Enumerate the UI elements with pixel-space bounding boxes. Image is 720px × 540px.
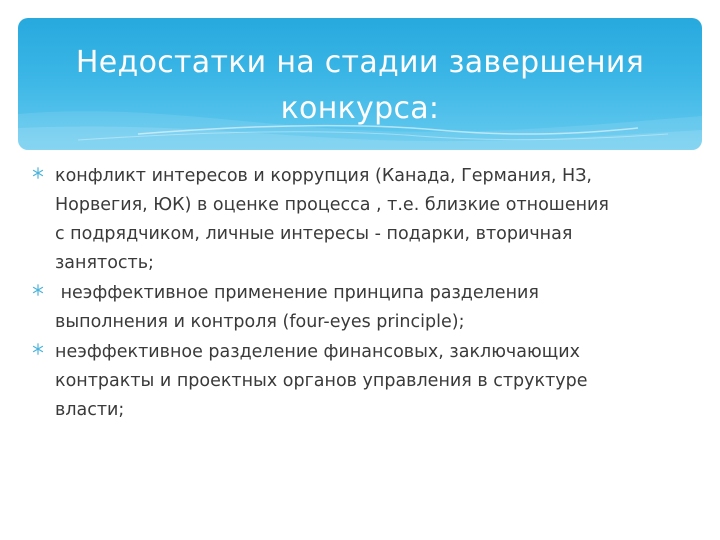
snowflake-asterisk-icon [32, 284, 44, 296]
snowflake-asterisk-icon [32, 343, 44, 355]
bullet-item-four-eyes-principle [32, 279, 692, 337]
bullet-line: занятость; [55, 253, 154, 273]
bullet-list [32, 162, 692, 426]
slide-title-line-2: конкурса: [280, 91, 440, 126]
bullet-line: неэффективное применение принципа разделения [55, 283, 539, 303]
bullet-line: выполнения и контроля (four-eyes principle); [55, 312, 465, 332]
bullet-item-conflict-of-interest [32, 162, 692, 278]
bullet-line: неэффективное разделение финансовых, заключающих [55, 342, 580, 362]
bullet-line: контракты и проектных органов управления в структуре [55, 371, 588, 391]
bullet-line: с подрядчиком, личные интересы - подарки, вторичная [55, 224, 573, 244]
bullet-line: конфликт интересов и коррупция (Канада, Германия, НЗ, [55, 166, 592, 186]
title-banner [18, 18, 702, 150]
bullet-line: власти; [55, 400, 125, 420]
bullet-item-separation-of-bodies [32, 338, 692, 425]
snowflake-asterisk-icon [32, 167, 44, 179]
slide-title-line-1: Недостатки на стадии завершения [75, 45, 645, 80]
slide-title [18, 40, 702, 132]
bullet-line: Норвегия, ЮК) в оценке процесса , т.е. близкие отношения [55, 195, 609, 215]
